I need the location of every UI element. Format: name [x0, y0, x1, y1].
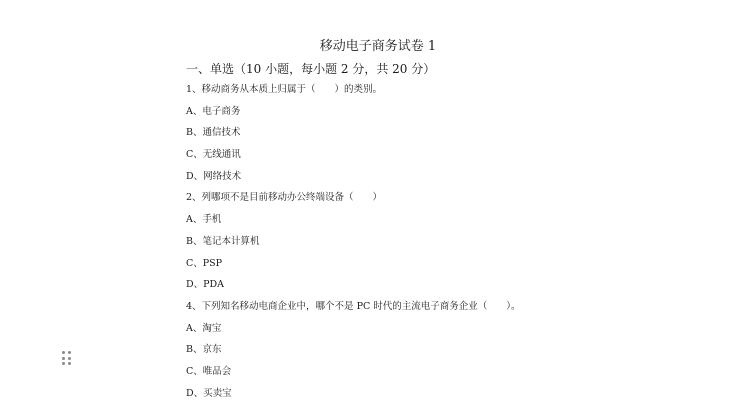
- question-2-option-c: C、PSP: [186, 258, 223, 269]
- drag-dot: [62, 362, 65, 365]
- question-1-option-b: B、通信技术: [186, 127, 241, 138]
- question-2-option-a: A、手机: [186, 214, 222, 225]
- drag-dot: [62, 351, 65, 354]
- section-heading: 一、单选（10 小题，每小题 2 分，共 20 分）: [186, 62, 436, 76]
- question-1-option-d: D、网络技术: [186, 171, 242, 182]
- question-2-option-d: D、PDA: [186, 279, 224, 290]
- question-2: 2、列哪项不是目前移动办公终端设备（ ）: [186, 192, 383, 203]
- drag-dot: [68, 351, 71, 354]
- drag-dot: [62, 357, 65, 360]
- question-4-option-b: B、京东: [186, 344, 222, 355]
- question-4-option-d: D、买卖宝: [186, 388, 232, 399]
- drag-dot: [68, 357, 71, 360]
- question-1: 1、移动商务从本质上归属于（ ）的类别。: [186, 84, 383, 95]
- drag-handle-icon[interactable]: [62, 351, 72, 367]
- page-title: 移动电子商务试卷 1: [319, 39, 437, 54]
- question-1-option-a: A、电子商务: [186, 106, 241, 117]
- drag-dot: [68, 362, 71, 365]
- question-4: 4、下列知名移动电商企业中，哪个不是 PC 时代的主流电子商务企业（ ）。: [186, 301, 521, 312]
- question-4-option-a: A、淘宝: [186, 323, 222, 334]
- question-4-option-c: C、唯品会: [186, 366, 232, 377]
- question-2-option-b: B、笔记本计算机: [186, 236, 260, 247]
- question-1-option-c: C、无线通讯: [186, 149, 241, 160]
